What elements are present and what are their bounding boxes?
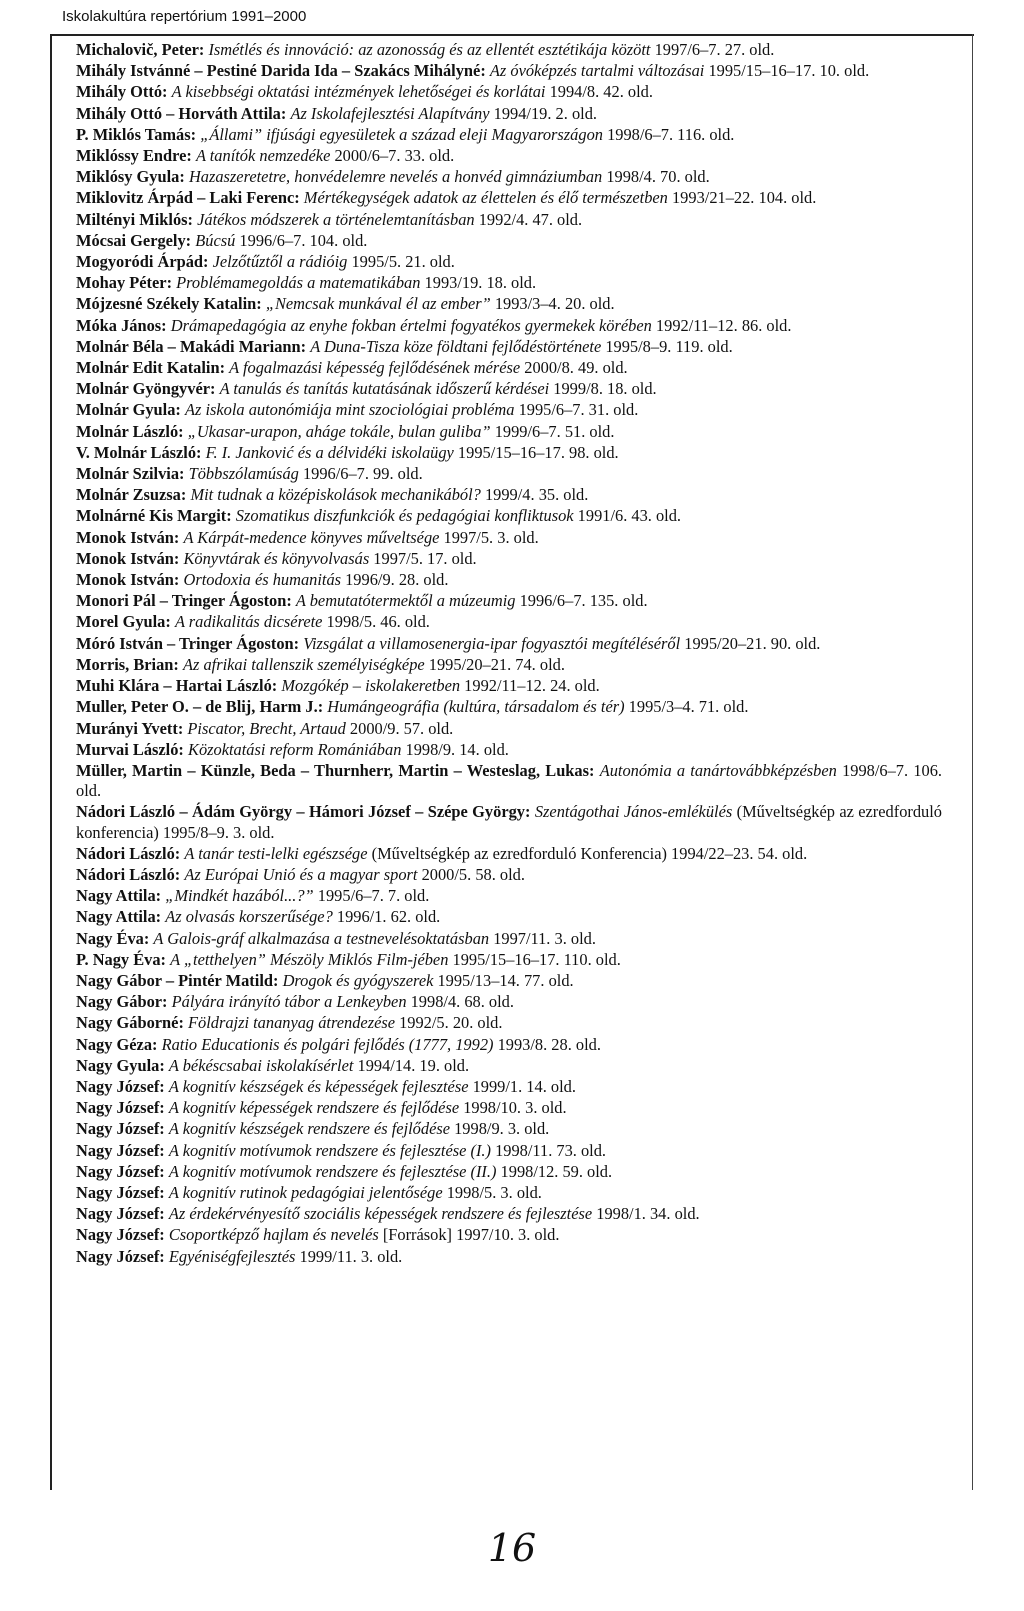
entry-author: Nagy Attila: xyxy=(76,886,162,906)
entry-author: Molnár Gyula: xyxy=(76,400,181,420)
bibliography-entry xyxy=(76,1162,942,1182)
bibliography-entry xyxy=(76,337,942,357)
entry-author: Morris, Brian: xyxy=(76,654,179,674)
right-margin-rule xyxy=(972,34,973,1490)
entry-citation: 1998/4. 70. old. xyxy=(602,167,710,187)
bibliography-entry xyxy=(76,761,942,801)
entry-title: Könyvtárak és könyvolvasás xyxy=(183,548,370,568)
running-head: Iskolakultúra repertórium 1991–2000 xyxy=(62,8,307,25)
entry-citation: 1994/8. 42. old. xyxy=(545,82,653,102)
entry-title: A kognitív készségek és képességek fejlesztése xyxy=(168,1076,469,1096)
bibliography-entry xyxy=(76,1183,942,1203)
bibliography-entry xyxy=(76,528,942,548)
entry-author: Monori Pál – Tringer Ágoston: xyxy=(76,591,292,611)
bibliography-entry xyxy=(76,167,942,187)
entry-author: Mihály Ottó: xyxy=(76,82,168,102)
bibliography-entry xyxy=(76,294,942,314)
bibliography-entry xyxy=(76,125,942,145)
bibliography-entry xyxy=(76,950,942,970)
bibliography-entry xyxy=(76,273,942,293)
entry-author: Molnár Edit Katalin: xyxy=(76,358,226,378)
entry-citation: 1995/8–9. 119. old. xyxy=(601,336,733,356)
entry-citation: 1996/1. 62. old. xyxy=(332,907,441,927)
entry-title: „Ukasar-urapon, aháge tokále, bulan guliba” xyxy=(187,421,491,441)
bibliography-entry xyxy=(76,40,942,60)
entry-citation: [Források] 1997/10. 3. old. xyxy=(378,1225,560,1245)
entry-author: Muhi Klára – Hartai László: xyxy=(76,676,278,696)
entry-title: Búcsú xyxy=(195,230,236,250)
header-rule xyxy=(50,34,974,36)
bibliography-entry xyxy=(76,591,942,611)
entry-citation: 1998/9. 14. old. xyxy=(401,739,509,759)
entry-author: Nagy József: xyxy=(76,1225,165,1245)
entry-citation: 1998/6–7. 116. old. xyxy=(602,124,735,144)
bibliography-entry xyxy=(76,907,942,927)
entry-citation: 1997/11. 3. old. xyxy=(489,928,596,948)
bibliography-entry xyxy=(76,188,942,208)
entry-author: Nagy Géza: xyxy=(76,1034,158,1054)
entry-title: A békéscsabai iskolakísérlet xyxy=(168,1055,354,1075)
entry-title: Többszólamúság xyxy=(188,464,299,484)
entry-title: Mozgókép – iskolakeretben xyxy=(281,676,461,696)
entry-citation: 1999/11. 3. old. xyxy=(295,1246,403,1266)
entry-author: Móró István – Tringer Ágoston: xyxy=(76,633,300,653)
entry-title: „Állami” ifjúsági egyesületek a század eleji Magyarországon xyxy=(200,124,603,144)
entry-title: Szentágothai János-emlékülés xyxy=(534,802,733,822)
bibliography-entry xyxy=(76,82,942,102)
entry-citation: 1998/10. 3. old. xyxy=(459,1098,567,1118)
entry-citation: 1997/5. 3. old. xyxy=(439,527,539,547)
entry-author: Muller, Peter O. – de Blij, Harm J.: xyxy=(76,697,324,717)
entry-author: Móka János: xyxy=(76,315,167,335)
entry-title: A Duna-Tisza köze földtani fejlődéstörténete xyxy=(310,336,602,356)
bibliography-entry xyxy=(76,61,942,81)
entry-title: A Galois-gráf alkalmazása a testnevelésoktatásban xyxy=(153,928,490,948)
bibliography-entry xyxy=(76,992,942,1012)
entry-author: Nagy Gáborné: xyxy=(76,1013,184,1033)
entry-title: Játékos módszerek a történelemtanításban xyxy=(197,209,475,229)
entry-author: Molnár Zsuzsa: xyxy=(76,485,187,505)
bibliography-entry xyxy=(76,464,942,484)
entry-title: Az óvóképzés tartalmi változásai xyxy=(489,61,705,81)
entry-title: Ortodoxia és humanitás xyxy=(183,570,342,590)
entry-citation: 1999/4. 35. old. xyxy=(480,485,589,505)
entry-citation: (Műveltségkép az ezredforduló Konferencia) 1994/22–23. 54. old. xyxy=(367,843,808,863)
entry-citation: 1998/6–7. 106. old. xyxy=(76,760,943,801)
bibliography-entry xyxy=(76,1013,942,1033)
entry-author: Molnárné Kis Margit: xyxy=(76,506,232,526)
entry-citation: 1995/20–21. 74. old. xyxy=(424,654,565,674)
entry-citation: 1995/6–7. 31. old. xyxy=(514,400,639,420)
bibliography-entry xyxy=(76,358,942,378)
entry-citation: 1998/9. 3. old. xyxy=(450,1119,550,1139)
entry-citation: 1999/6–7. 51. old. xyxy=(490,421,615,441)
entry-citation: 1991/6. 43. old. xyxy=(573,506,682,526)
entry-author: Nádori László – Ádám György – Hámori József – Szépe György: xyxy=(76,802,531,822)
entry-citation: (Műveltségkép az ezredforduló konferencia) 1995/8–9. 3. old. xyxy=(76,802,942,842)
entry-title: Mértékegységek adatok az élettelen és élő természetben xyxy=(303,188,668,208)
entry-author: Miltényi Miklós: xyxy=(76,209,193,229)
entry-author: P. Miklós Tamás: xyxy=(76,124,197,144)
entry-title: A tanár testi-lelki egészsége xyxy=(184,843,368,863)
entry-citation: 1998/5. 3. old. xyxy=(442,1182,542,1202)
bibliography-entry xyxy=(76,1098,942,1118)
bibliography-entry xyxy=(76,400,942,420)
entry-citation: 1999/1. 14. old. xyxy=(468,1076,576,1096)
entry-title: Az Európai Unió és a magyar sport xyxy=(184,864,418,884)
bibliography-entry xyxy=(76,719,942,739)
entry-citation: 1995/20–21. 90. old. xyxy=(680,633,821,653)
entry-citation: 1995/15–16–17. 10. old. xyxy=(704,61,870,81)
entry-author: Nagy József: xyxy=(76,1161,165,1181)
entry-citation: 1992/4. 47. old. xyxy=(474,209,583,229)
entry-title: Autonómia a tanártovábbképzésben xyxy=(599,760,837,780)
bibliography-entry xyxy=(76,634,942,654)
entry-author: Nagy Gyula: xyxy=(76,1055,165,1075)
bibliography-entry xyxy=(76,1056,942,1076)
entry-title: A fogalmazási képesség fejlődésének mérése xyxy=(229,358,521,378)
entry-citation: 1998/11. 73. old. xyxy=(490,1140,607,1160)
entry-author: Nagy Gábor: xyxy=(76,992,168,1012)
bibliography-entry xyxy=(76,1141,942,1161)
entry-author: Nagy Gábor – Pintér Matild: xyxy=(76,970,279,990)
entry-title: A kognitív képességek rendszere és fejlődése xyxy=(168,1098,460,1118)
bibliography-entry xyxy=(76,1077,942,1097)
entry-title: A radikalitás dicsérete xyxy=(174,612,323,632)
entry-title: Egyéniségfejlesztés xyxy=(168,1246,296,1266)
entry-author: Morel Gyula: xyxy=(76,612,171,632)
entry-title: A Kárpát-medence könyves műveltsége xyxy=(183,527,440,547)
entry-author: Nagy József: xyxy=(76,1182,165,1202)
bibliography-entry xyxy=(76,1247,942,1267)
entry-title: Piscator, Brecht, Artaud xyxy=(187,718,346,738)
entry-citation: 1995/5. 21. old. xyxy=(347,252,455,272)
entry-title: Az iskola autonómiája mint szociológiai probléma xyxy=(184,400,515,420)
bibliography-entry xyxy=(76,316,942,336)
bibliography-entry xyxy=(76,506,942,526)
entry-title: Drámapedagógia az enyhe fokban értelmi fogyatékos gyermekek körében xyxy=(170,315,652,335)
entry-citation: 1996/6–7. 99. old. xyxy=(298,464,423,484)
bibliography-entry xyxy=(76,802,942,842)
entry-author: Miklósy Gyula: xyxy=(76,167,185,187)
entry-title: A tanulás és tanítás kutatásának időszerű kérdései xyxy=(219,379,550,399)
bibliography-entry xyxy=(76,971,942,991)
entry-citation: 2000/8. 49. old. xyxy=(520,358,628,378)
bibliography-entry xyxy=(76,570,942,590)
bibliography-list xyxy=(76,40,942,1268)
entry-author: Mócsai Gergely: xyxy=(76,230,192,250)
entry-title: „Nemcsak munkával él az ember” xyxy=(265,294,491,314)
entry-author: Michalovič, Peter: xyxy=(76,40,205,59)
entry-title: Az érdekérvényesítő szociális képességek rendszere és fejlesztése xyxy=(168,1204,593,1224)
bibliography-entry xyxy=(76,104,942,124)
bibliography-entry xyxy=(76,549,942,569)
entry-citation: 1995/3–4. 71. old. xyxy=(624,697,749,717)
entry-citation: 1993/19. 18. old. xyxy=(420,273,537,293)
page-number: 16 xyxy=(487,1526,537,1570)
entry-citation: 1997/6–7. 27. old. xyxy=(650,40,775,59)
entry-title: A kognitív motívumok rendszere és fejlesztése (II.) xyxy=(168,1161,497,1181)
bibliography-entry xyxy=(76,844,942,864)
entry-author: Nagy József: xyxy=(76,1119,165,1139)
entry-title: Ratio Educationis és polgári fejlődés (1777, 1992) xyxy=(161,1034,494,1054)
entry-title: Problémamegoldás a matematikában xyxy=(176,273,421,293)
bibliography-entry xyxy=(76,865,942,885)
entry-author: Monok István: xyxy=(76,548,180,568)
entry-author: Monok István: xyxy=(76,570,180,590)
bibliography-entry xyxy=(76,1204,942,1224)
bibliography-entry xyxy=(76,379,942,399)
entry-title: Az olvasás korszerűsége? xyxy=(165,907,333,927)
entry-title: Ismétlés és innováció: az azonosság és az ellentét esztétikája között xyxy=(208,40,651,59)
entry-citation: 1995/13–14. 77. old. xyxy=(433,970,574,990)
entry-author: Nagy József: xyxy=(76,1204,165,1224)
entry-title: A kognitív rutinok pedagógiai jelentősége xyxy=(168,1182,443,1202)
entry-author: Müller, Martin – Künzle, Beda – Thurnherr, Martin – Westeslag, Lukas: xyxy=(76,760,595,780)
bibliography-entry xyxy=(76,210,942,230)
entry-citation: 1994/14. 19. old. xyxy=(353,1055,470,1075)
entry-author: Nagy József: xyxy=(76,1098,165,1118)
entry-author: Nagy Attila: xyxy=(76,907,162,927)
entry-author: V. Molnár László: xyxy=(76,442,202,462)
entry-title: Csoportképző hajlam és nevelés xyxy=(168,1225,379,1245)
bibliography-entry xyxy=(76,740,942,760)
entry-citation: 1992/11–12. 24. old. xyxy=(460,676,600,696)
entry-author: Mohay Péter: xyxy=(76,273,173,293)
entry-author: Nagy József: xyxy=(76,1246,165,1266)
bibliography-entry xyxy=(76,443,942,463)
bibliography-entry xyxy=(76,886,942,906)
entry-citation: 1996/6–7. 104. old. xyxy=(235,230,368,250)
entry-title: F. I. Janković és a délvidéki iskolaügy xyxy=(205,442,454,462)
entry-author: Nagy Éva: xyxy=(76,928,150,948)
entry-author: Murányi Yvett: xyxy=(76,718,184,738)
entry-title: Vizsgálat a villamosenergia-ipar fogyasztói megítéléséről xyxy=(303,633,681,653)
entry-author: Miklóssy Endre: xyxy=(76,146,192,166)
entry-author: Monok István: xyxy=(76,527,180,547)
entry-citation: 1993/8. 28. old. xyxy=(493,1034,601,1054)
bibliography-entry xyxy=(76,655,942,675)
entry-author: Miklovitz Árpád – Laki Ferenc: xyxy=(76,188,300,208)
entry-title: A kisebbségi oktatási intézmények lehetőségei és korlátai xyxy=(171,82,546,102)
entry-citation: 1992/11–12. 86. old. xyxy=(651,315,792,335)
bibliography-entry xyxy=(76,422,942,442)
entry-citation: 1995/15–16–17. 98. old. xyxy=(453,442,619,462)
bibliography-entry xyxy=(76,929,942,949)
entry-citation: 1993/3–4. 20. old. xyxy=(490,294,615,314)
entry-author: Nádori László: xyxy=(76,864,181,884)
entry-title: Az Iskolafejlesztési Alapítvány xyxy=(290,103,490,123)
entry-author: Mihály Ottó – Horváth Attila: xyxy=(76,103,287,123)
entry-author: Molnár László: xyxy=(76,421,184,441)
entry-author: Nagy József: xyxy=(76,1140,165,1160)
entry-title: A „tetthelyen” Mészöly Miklós Film-jében xyxy=(170,949,449,969)
entry-citation: 1998/4. 68. old. xyxy=(406,992,514,1012)
bibliography-entry xyxy=(76,1225,942,1245)
entry-citation: 1992/5. 20. old. xyxy=(395,1013,503,1033)
entry-title: A tanítók nemzedéke xyxy=(195,146,331,166)
left-margin-rule xyxy=(50,34,52,1490)
entry-title: Jelzőtűztől a rádióig xyxy=(212,252,348,272)
entry-author: Nagy József: xyxy=(76,1076,165,1096)
entry-author: Molnár Gyöngyvér: xyxy=(76,379,216,399)
entry-title: A kognitív motívumok rendszere és fejlesztése (I.) xyxy=(168,1140,491,1160)
entry-citation: 1995/6–7. 7. old. xyxy=(313,886,430,906)
bibliography-entry xyxy=(76,676,942,696)
entry-title: Humángeográfia (kultúra, társadalom és tér) xyxy=(327,697,625,717)
bibliography-entry xyxy=(76,1035,942,1055)
entry-author: Mogyoródi Árpád: xyxy=(76,252,209,272)
bibliography-entry xyxy=(76,1119,942,1139)
bibliography-entry xyxy=(76,612,942,632)
bibliography-entry xyxy=(76,146,942,166)
entry-author: Molnár Szilvia: xyxy=(76,464,185,484)
entry-citation: 2000/6–7. 33. old. xyxy=(330,146,455,166)
entry-title: Közoktatási reform Romániában xyxy=(188,739,402,759)
entry-author: Molnár Béla – Makádi Mariann: xyxy=(76,336,307,356)
entry-citation: 1993/21–22. 104. old. xyxy=(667,188,817,208)
entry-author: Mihály Istvánné – Pestiné Darida Ida – Szakács Mihályné: xyxy=(76,61,486,81)
entry-title: Földrajzi tananyag átrendezése xyxy=(188,1013,395,1033)
bibliography-entry xyxy=(76,485,942,505)
entry-citation: 1998/12. 59. old. xyxy=(496,1161,613,1181)
entry-title: A bemutatótermektől a múzeumig xyxy=(295,591,516,611)
entry-citation: 1994/19. 2. old. xyxy=(489,103,597,123)
entry-citation: 1997/5. 17. old. xyxy=(369,548,477,568)
entry-citation: 1998/5. 46. old. xyxy=(322,612,430,632)
entry-citation: 2000/5. 58. old. xyxy=(417,864,525,884)
entry-citation: 2000/9. 57. old. xyxy=(345,718,454,738)
entry-author: Murvai László: xyxy=(76,739,184,759)
entry-citation: 1995/15–16–17. 110. old. xyxy=(448,949,621,969)
entry-title: Drogok és gyógyszerek xyxy=(282,970,434,990)
entry-citation: 1996/6–7. 135. old. xyxy=(515,591,648,611)
bibliography-entry xyxy=(76,231,942,251)
entry-author: Nádori László: xyxy=(76,843,181,863)
entry-title: Az afrikai tallenszik személyiségképe xyxy=(182,654,425,674)
entry-citation: 1998/1. 34. old. xyxy=(592,1204,700,1224)
entry-title: Szomatikus diszfunkciók és pedagógiai konfliktusok xyxy=(235,506,574,526)
bibliography-entry xyxy=(76,697,942,717)
entry-title: „Mindkét hazából...?” xyxy=(165,886,314,906)
entry-citation: 1999/8. 18. old. xyxy=(549,379,657,399)
entry-author: Mójzesné Székely Katalin: xyxy=(76,294,262,314)
bibliography-entry xyxy=(76,252,942,272)
entry-title: Mit tudnak a középiskolások mechanikából? xyxy=(190,485,481,505)
entry-title: Pályára irányító tábor a Lenkeyben xyxy=(171,992,407,1012)
entry-citation: 1996/9. 28. old. xyxy=(341,570,449,590)
entry-author: P. Nagy Éva: xyxy=(76,949,167,969)
entry-title: A kognitív készségek rendszere és fejlődése xyxy=(168,1119,451,1139)
entry-title: Hazaszeretetre, honvédelemre nevelés a honvéd gimnáziumban xyxy=(188,167,603,187)
